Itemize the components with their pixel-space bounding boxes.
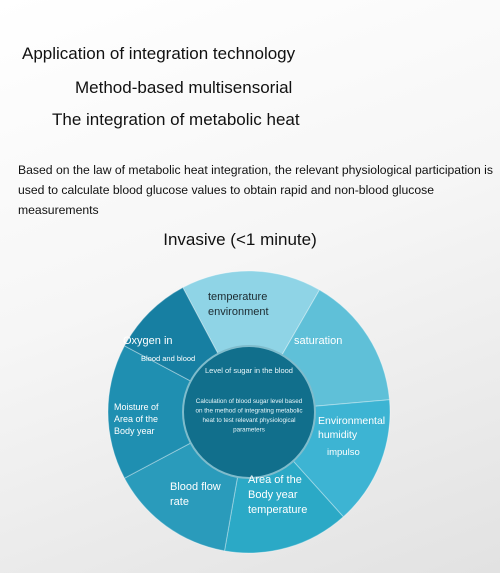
wheel-segment-label: Oxygen in xyxy=(123,335,173,347)
description-text: Based on the law of metabolic heat integration, the relevant physiological participation is used to calculate blood glucose values to obtain rapid and non-blood glucose measurements xyxy=(18,163,493,217)
diagram-title: Invasive (<1 minute) xyxy=(163,230,317,249)
wheel-segment-label: saturation xyxy=(294,335,343,347)
wheel-center-body: Calculation of blood sugar level based on the method of integrating metabolic heat to test relevant physiological parameters xyxy=(195,398,303,434)
heading-metabolic-heat: The integration of metabolic heat xyxy=(52,110,300,129)
wheel-floating-label: impulso xyxy=(327,447,360,458)
wheel-segment-label: Moisture of Area of the Body year xyxy=(114,402,159,436)
wheel-segment-label: Area of the Body year temperature xyxy=(248,474,308,516)
heading-multisensorial: Method-based multisensorial xyxy=(75,78,293,97)
wheel-segment-label: temperature environment xyxy=(208,291,269,318)
heading-integration-technology: Application of integration technology xyxy=(22,44,296,63)
wheel-segment-label: Environmental humidity xyxy=(318,415,386,441)
wheel-floating-label: Blood and blood xyxy=(141,354,196,363)
wheel-center-title: Level of sugar in the blood xyxy=(205,366,293,375)
wheel-segment-label: Blood flow rate xyxy=(170,481,221,508)
